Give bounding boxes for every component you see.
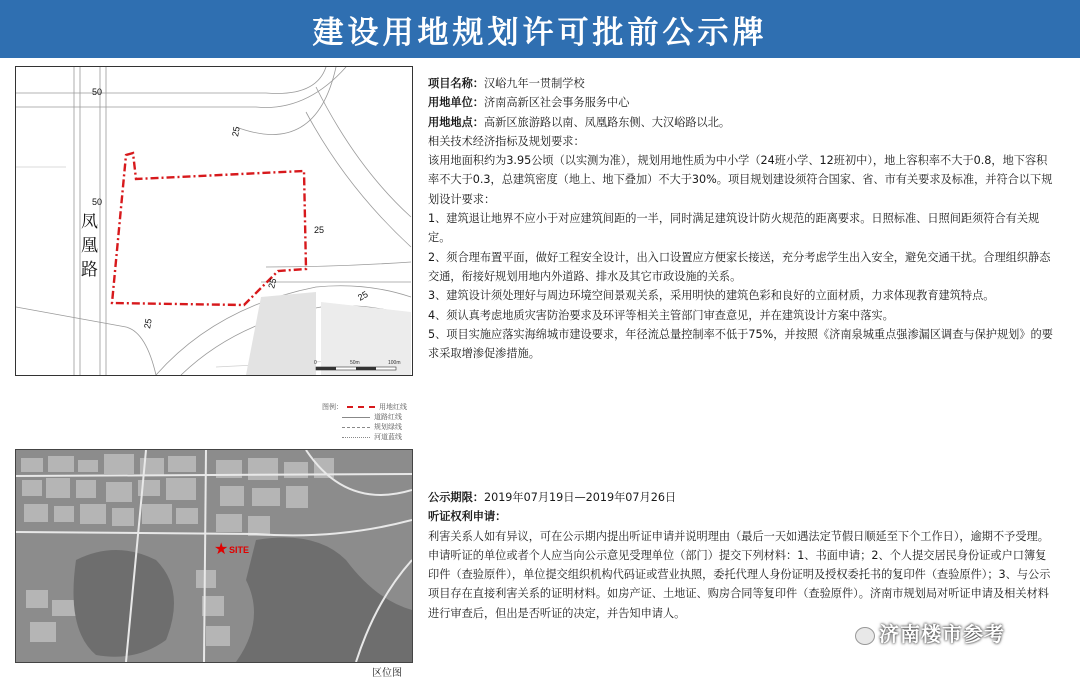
requirements-title: 相关技术经济指标及规划要求： (428, 134, 585, 148)
land-unit-value: 济南高新区社会事务服务中心 (483, 96, 630, 110)
site-star-icon: ★ (214, 539, 229, 558)
land-site-value: 高新区旅游路以南、凤凰路东侧、大汉峪路以北。 (483, 115, 731, 129)
location-map (15, 449, 413, 663)
road-width-label: 25 (142, 317, 154, 330)
location-map-caption: 区位图 (372, 668, 402, 679)
scale-label: 50m (350, 360, 360, 366)
site-plan-map (15, 66, 413, 376)
road-width-label: 25 (314, 225, 325, 235)
road-width-label: 25 (266, 277, 279, 290)
page-title: 建设用地规划许可批前公示牌 (312, 14, 768, 51)
legend-swatch-redline (347, 406, 375, 408)
requirement-item: 2、须合理布置平面，做好工程安全设计，出入口设置应方便家长接送，充分考虑学生出入安全，避免交通干扰。合理组织静态交通，衔接好规划用地内外道路、排水及其它市政设施的关系。 (428, 250, 1051, 283)
land-site-row (428, 113, 1056, 132)
legend-swatch-road (342, 417, 370, 418)
hearing-text: 利害关系人如有异议，可在公示期内提出听证申请并说明理由（最后一天如遇法定节假日顺延至下个工作日），逾期不予受理。申请听证的单位或者个人应当向公示意见受理单位（部门）提交下列材料：1、书面申请；2、个人提交居民身份证或户口簿复印件（查验原件），单位提交组织机构代码证或营业执照，委托代理人身份证明及授权委托书的复印件（查验原件）；3、与公示项目存在直接利害关系的证明材料。如房产证、土地证、购房合同等复印件（查验原件）。济南市规划局对听证申请及相关材料进行审查后，但出是否听证的决定，并告知申请人。 (428, 529, 1051, 620)
land-unit-row (428, 93, 1056, 112)
land-unit-label: 用地单位： (428, 96, 484, 110)
scale-label: 0 (314, 360, 317, 366)
legend-item: 用地红线 (379, 403, 407, 411)
road-name-char: 路 (81, 260, 98, 279)
requirement-item: 3、建筑设计须处理好与周边环境空间景观关系，采用明快的建筑色彩和良好的立面材质，力求体现教育建筑特点。 (428, 289, 995, 303)
project-info (428, 74, 1056, 363)
legend-swatch-river (342, 437, 370, 438)
project-name-value: 汉峪九年一贯制学校 (483, 77, 585, 90)
hearing-title: 听证权利申请： (428, 510, 507, 524)
requirement-item: 1、建筑退让地界不应小于对应建筑间距的一半，同时满足建筑设计防火规范的距离要求。日照标准、日照间距须符合有关规定。 (428, 212, 1040, 245)
requirements-paragraph: 该用地面积约为3.95公顷（以实测为准），规划用地性质为中小学（24班小学、12班初中），地上容积率不大于0.8，地下容积率不大于0.3，总建筑密度（地上、地下叠加）不大于30%。项目规划建设须符合国家、省、市有关要求及标准，并符合以下规划设计要求： (428, 154, 1053, 206)
road-name-char: 凤 (81, 212, 98, 231)
requirement-item: 5、项目实施应落实海绵城市建设要求，年径流总量控制率不低于75%，并按照《济南泉城重点强渗漏区调查与保护规划》的要求采取增渗促渗措施。 (428, 327, 1053, 361)
road-width-label: 25 (230, 125, 242, 138)
legend-swatch-green (342, 427, 370, 428)
watermark-text: 济南楼市参考 (879, 622, 1005, 646)
project-name-row (428, 74, 1056, 93)
legend-item: 河道蓝线 (374, 433, 402, 441)
wechat-icon (855, 627, 875, 645)
scale-label: 100m (388, 360, 401, 366)
header-banner (0, 0, 1080, 58)
site-marker-label: SITE (229, 545, 250, 555)
notice-period-value: 2019年07月19日—2019年07月26日 (483, 491, 677, 504)
land-site-label: 用地地点： (428, 115, 484, 129)
project-name-label: 项目名称： (428, 77, 484, 90)
notice-period-row (428, 488, 1056, 507)
road-width-label: 50 (92, 197, 103, 207)
road-name-char: 凰 (81, 236, 98, 255)
notice-info (428, 488, 1056, 623)
legend-item: 道路红线 (374, 413, 402, 421)
road-width-label: 50 (92, 87, 103, 97)
legend-title: 图例： (322, 403, 343, 411)
notice-period-label: 公示期限： (428, 491, 484, 504)
road-width-label: 25 (356, 289, 370, 303)
map-legend (322, 402, 407, 442)
location-map-image (16, 450, 412, 662)
legend-item: 规划绿线 (374, 423, 402, 431)
watermark (855, 618, 1005, 647)
requirement-item: 4、须认真考虑地质灾害防治要求及环评等相关主管部门审查意见，并在建筑设计方案中落实。 (428, 308, 894, 322)
site-plan-drawing (16, 67, 412, 375)
